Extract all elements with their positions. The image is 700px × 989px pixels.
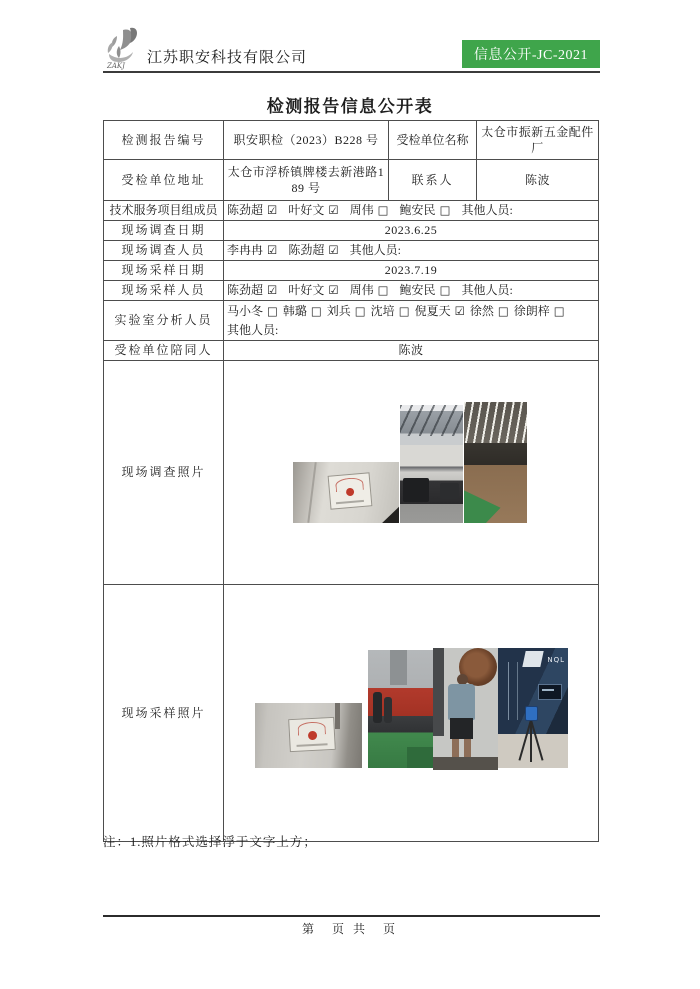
checkbox-unchecked-icon: □ xyxy=(553,304,565,319)
survey-date-label: 现场调查日期 xyxy=(104,221,224,241)
photo-shape xyxy=(517,662,518,720)
lab-staff-members xyxy=(224,301,599,341)
photo-shape xyxy=(433,757,498,770)
staff-member-name: 倪夏天 xyxy=(414,304,451,319)
staff-member xyxy=(400,203,451,217)
staff-member xyxy=(327,304,366,318)
staff-member-name: 周伟 xyxy=(349,283,374,298)
staff-member-name: 鲍安民 xyxy=(399,203,436,218)
photo-shape xyxy=(448,684,475,720)
checkbox-checked-icon: ☑ xyxy=(267,203,278,218)
staff-member-name: 陈劲超 xyxy=(227,203,264,218)
document-header xyxy=(103,26,600,73)
photo-shape xyxy=(530,720,532,762)
checkbox-unchecked-icon: □ xyxy=(439,203,451,218)
checkbox-checked-icon: ☑ xyxy=(328,283,339,298)
photo-shape xyxy=(538,684,562,700)
staff-member-name: 叶好文 xyxy=(288,283,325,298)
survey-photo-workshop-interior xyxy=(400,405,463,523)
contact-value: 陈波 xyxy=(477,160,599,201)
checkbox-checked-icon: ☑ xyxy=(328,203,339,218)
sampling-photo-instrument-tripod xyxy=(498,648,568,768)
address-value: 太仓市浮桥镇牌楼去新港路189 号 xyxy=(224,160,389,201)
staff-member-name: 陈劲超 xyxy=(288,243,325,258)
address-label: 受检单位地址 xyxy=(104,160,224,201)
companion-value: 陈波 xyxy=(224,341,599,361)
svg-text:ZAKJ: ZAKJ xyxy=(107,62,125,70)
sampling-staff-label: 现场采样人员 xyxy=(104,281,224,301)
checkbox-unchecked-icon: □ xyxy=(310,304,322,319)
checkbox-unchecked-icon: □ xyxy=(377,203,389,218)
checkbox-unchecked-icon: □ xyxy=(377,283,389,298)
contact-label: 联系人 xyxy=(389,160,477,201)
photo-shape xyxy=(373,505,399,523)
checkbox-checked-icon: ☑ xyxy=(328,243,339,258)
factory-sign-plaque xyxy=(328,472,373,510)
staff-member xyxy=(415,304,465,318)
sampling-photo-worker-at-machine xyxy=(433,648,498,770)
report-no-value: 职安职检（2023）B228 号 xyxy=(224,121,389,160)
photo-shape xyxy=(297,743,328,747)
sampling-date-value: 2023.7.19 xyxy=(224,261,599,281)
photo-shape xyxy=(308,731,317,740)
staff-member-name: 李冉冉 xyxy=(227,243,264,258)
footer-rule xyxy=(103,915,600,917)
staff-member xyxy=(470,304,509,318)
sampling-staff-members xyxy=(224,281,599,301)
checkbox-unchecked-icon: □ xyxy=(439,283,451,298)
photo-shape xyxy=(390,650,407,685)
footnote: 注：1.照片格式选择浮于文字上方； xyxy=(103,835,317,849)
photo-shape xyxy=(335,703,340,729)
checkbox-checked-icon: ☑ xyxy=(267,243,278,258)
machine-brand-text: NQL xyxy=(547,656,565,664)
photo-shape xyxy=(522,651,543,667)
staff-member-name: 韩璐 xyxy=(282,304,307,319)
photo-shape xyxy=(346,488,355,497)
page-number: 第 页 共 页 xyxy=(301,922,398,936)
photo-shape xyxy=(508,662,509,720)
staff-member xyxy=(283,304,322,318)
tech-team-members xyxy=(224,201,599,221)
staff-member xyxy=(350,283,389,297)
staff-member xyxy=(227,203,277,217)
checkbox-unchecked-icon: □ xyxy=(398,304,410,319)
photo-shape xyxy=(403,478,429,502)
staff-member xyxy=(514,304,565,318)
sampling-photo-factory-sign xyxy=(255,703,362,768)
staff-member xyxy=(288,203,338,217)
sampling-instrument xyxy=(525,706,538,721)
photo-shape xyxy=(384,697,392,723)
staff-member-name: 徐朗梓 xyxy=(513,304,550,319)
photo-shape xyxy=(542,689,554,691)
staff-member-name: 鲍安民 xyxy=(399,283,436,298)
staff-member xyxy=(227,283,277,297)
checkbox-checked-icon: ☑ xyxy=(454,304,465,319)
staff-member-name: 叶好文 xyxy=(288,203,325,218)
photo-shape xyxy=(307,462,316,523)
sampling-photos-label: 现场采样照片 xyxy=(104,585,224,842)
staff-member xyxy=(227,304,278,318)
photo-shape xyxy=(450,718,473,739)
staff-member xyxy=(400,283,451,297)
page-title: 检测报告信息公开表 xyxy=(266,97,434,116)
table-row xyxy=(104,221,599,241)
staff-member xyxy=(288,283,338,297)
staff-member-name: 徐然 xyxy=(469,304,494,319)
table-row xyxy=(104,281,599,301)
lab-staff-label: 实验室分析人员 xyxy=(104,301,224,341)
staff-member xyxy=(288,243,338,257)
staff-member-name: 沈培 xyxy=(370,304,395,319)
staff-member xyxy=(350,203,389,217)
table-row xyxy=(104,121,599,160)
survey-staff-members xyxy=(224,241,599,261)
staff-member xyxy=(371,304,410,318)
photo-shape xyxy=(440,483,459,500)
staff-member-name: 刘兵 xyxy=(326,304,351,319)
companion-label: 受检单位陪同人 xyxy=(104,341,224,361)
checkbox-unchecked-icon: □ xyxy=(267,304,278,319)
staff-member-name: 周伟 xyxy=(349,203,374,218)
photo-shape xyxy=(373,692,382,723)
photo-shape xyxy=(464,487,501,523)
table-row xyxy=(104,301,599,341)
survey-staff-label: 现场调查人员 xyxy=(104,241,224,261)
photo-shape xyxy=(400,405,463,436)
table-row xyxy=(104,261,599,281)
other-staff-label: 其他人员: xyxy=(461,283,513,298)
table-row xyxy=(104,201,599,221)
other-staff-label: 其他人员: xyxy=(461,203,513,218)
company-logo-icon xyxy=(103,26,145,70)
survey-photo-factory-sign xyxy=(293,462,399,523)
other-staff-label: 其他人员: xyxy=(349,243,401,258)
staff-member-name: 陈劲超 xyxy=(227,283,264,298)
unit-name-value: 太仓市振新五金配件厂 xyxy=(477,121,599,160)
tech-team-label: 技术服务项目组成员 xyxy=(104,201,224,221)
sampling-photo-red-machine xyxy=(368,650,433,768)
report-no-label: 检测报告编号 xyxy=(104,121,224,160)
checkbox-unchecked-icon: □ xyxy=(354,304,366,319)
other-staff-label: 其他人员: xyxy=(227,322,279,337)
photo-shape xyxy=(407,747,433,768)
survey-photos-label: 现场调查照片 xyxy=(104,361,224,585)
table-row xyxy=(104,241,599,261)
company-name: 江苏职安科技有限公司 xyxy=(147,50,308,66)
checkbox-checked-icon: ☑ xyxy=(267,283,278,298)
photo-shape xyxy=(464,402,527,443)
staff-member xyxy=(227,243,277,257)
survey-date-value: 2023.6.25 xyxy=(224,221,599,241)
unit-name-label: 受检单位名称 xyxy=(389,121,477,160)
checkbox-unchecked-icon: □ xyxy=(497,304,509,319)
factory-sign-plaque xyxy=(288,717,336,752)
table-row xyxy=(104,341,599,361)
staff-member-name: 马小冬 xyxy=(227,304,264,319)
sampling-date-label: 现场采样日期 xyxy=(104,261,224,281)
table-row xyxy=(104,160,599,201)
doc-code-badge: 信息公开-JC-2021 xyxy=(462,40,600,68)
survey-photo-warehouse xyxy=(464,402,527,523)
photo-shape xyxy=(336,500,364,504)
photo-shape xyxy=(433,648,444,736)
